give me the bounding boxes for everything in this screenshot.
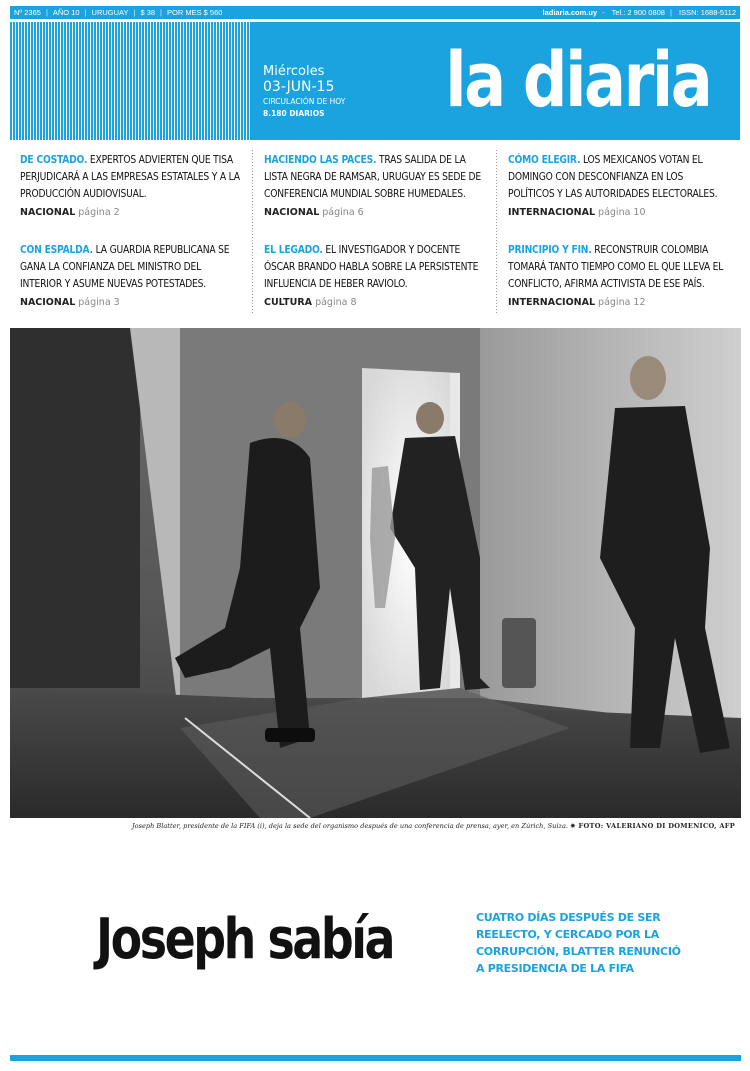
issue-price: $ 38 <box>140 8 156 17</box>
teaser-kicker: PRINCIPIO Y FIN. <box>508 245 592 256</box>
teaser-kicker: EL LEGADO. <box>264 245 323 256</box>
teaser-text: LOS MEXICANOS VOTAN EL DOMINGO CON DESCONFIANZA EN LOS POLÍTICOS Y LAS AUTORIDADES ELECTORALES. <box>508 155 718 200</box>
circulation-value: 8.180 DIARIOS <box>263 109 325 118</box>
teaser-kicker: CÓMO ELEGIR. <box>508 155 581 166</box>
teaser-item[interactable] <box>508 242 730 308</box>
teaser-section: NACIONAL <box>20 207 76 218</box>
teaser-section: INTERNACIONAL <box>508 207 596 218</box>
column-divider <box>252 150 253 314</box>
website-link[interactable]: ladiaria.com.uy <box>542 8 598 17</box>
teaser-page: página 10 <box>598 207 646 218</box>
teaser-text: TRAS SALIDA DE LA LISTA NEGRA DE RAMSAR, URUGUAY ES SEDE DE CONFERENCIA MUNDIAL SOBRE HUMEDALES. <box>264 155 481 200</box>
decorative-stripes <box>10 22 250 140</box>
main-deck: CUATRO DÍAS DESPUÉS DE SER REELECTO, Y CERCADO POR LA CORRUPCIÓN, BLATTER RENUNCIÓ A PRESIDENCIA DE LA FIFA <box>476 911 681 975</box>
monthly-price: POR MES $ 560 <box>167 8 223 17</box>
circulation-label: CIRCULACIÓN DE HOY <box>263 97 346 106</box>
issue-number: Nº 2365 <box>14 8 41 17</box>
teaser-section: CULTURA <box>264 297 313 308</box>
teaser-section: INTERNACIONAL <box>508 297 596 308</box>
top-info-bar: Nº 2365 | AÑO 10 | URUGUAY | $ 38 | POR MES $ 560 ladiaria.com.uy - Tel.: 2 900 0808 | ISSN: 1688-5112 <box>10 6 740 19</box>
photo-caption <box>10 819 741 833</box>
teaser-text: RECONSTRUIR COLOMBIA TOMARÁ TANTO TIEMPO COMO EL QUE LLEVA EL CONFLICTO, AFIRMA ACTIVISTA DE ESE PAÍS. <box>508 245 724 290</box>
issue-year: AÑO 10 <box>52 8 80 17</box>
date-block <box>263 64 345 119</box>
teaser-item[interactable] <box>20 242 242 308</box>
issue-country: URUGUAY <box>91 8 129 17</box>
main-headline[interactable]: Joseph sabía <box>96 907 394 972</box>
column-divider <box>496 150 497 314</box>
masthead <box>10 22 740 140</box>
photo-credit: ✷ FOTO: VALERIANO DI DOMENICO, AFP <box>570 822 735 830</box>
photo-illustration <box>10 328 741 818</box>
teaser-item[interactable] <box>264 242 486 308</box>
teaser-page: página 6 <box>322 207 364 218</box>
teaser-kicker: CON ESPALDA. <box>20 245 93 256</box>
teaser-section: NACIONAL <box>264 207 320 218</box>
weekday: Miércoles <box>263 64 325 79</box>
issn: ISSN: 1688-5112 <box>679 8 736 17</box>
bottom-bar <box>10 1055 741 1061</box>
main-photo[interactable] <box>10 328 741 818</box>
caption-text: Joseph Blatter, presidente de la FIFA (i), deja la sede del organismo después de una conferencia de prensa, ayer, en Zúrich, Suiza. <box>131 822 568 830</box>
teaser-text: EL INVESTIGADOR Y DOCENTE ÓSCAR BRANDO HABLA SOBRE LA PERSISTENTE INFLUENCIA DE HEBER RAVIOLO. <box>264 245 479 290</box>
teaser-text: EXPERTOS ADVIERTEN QUE TISA PERJUDICARÁ A LAS EMPRESAS ESTATALES Y A LA PRODUCCIÓN AUDIOVISUAL. <box>20 155 240 200</box>
teaser-kicker: HACIENDO LAS PACES. <box>264 155 377 166</box>
teaser-item[interactable] <box>264 152 486 218</box>
teaser-page: página 8 <box>315 297 357 308</box>
teaser-page: página 2 <box>78 207 120 218</box>
newspaper-logo[interactable]: la diaria <box>444 35 710 124</box>
teaser-page: página 12 <box>598 297 646 308</box>
teaser-section: NACIONAL <box>20 297 76 308</box>
phone-number: Tel.: 2 900 0808 <box>611 8 665 17</box>
teaser-item[interactable] <box>20 152 242 218</box>
teaser-text: LA GUARDIA REPUBLICANA SE GANA LA CONFIANZA DEL MINISTRO DEL INTERIOR Y ASUME NUEVAS POTESTADES. <box>20 245 230 290</box>
teaser-page: página 3 <box>78 297 120 308</box>
teaser-item[interactable] <box>508 152 730 218</box>
issue-date: 03-JUN-15 <box>263 79 335 95</box>
teaser-kicker: DE COSTADO. <box>20 155 88 166</box>
